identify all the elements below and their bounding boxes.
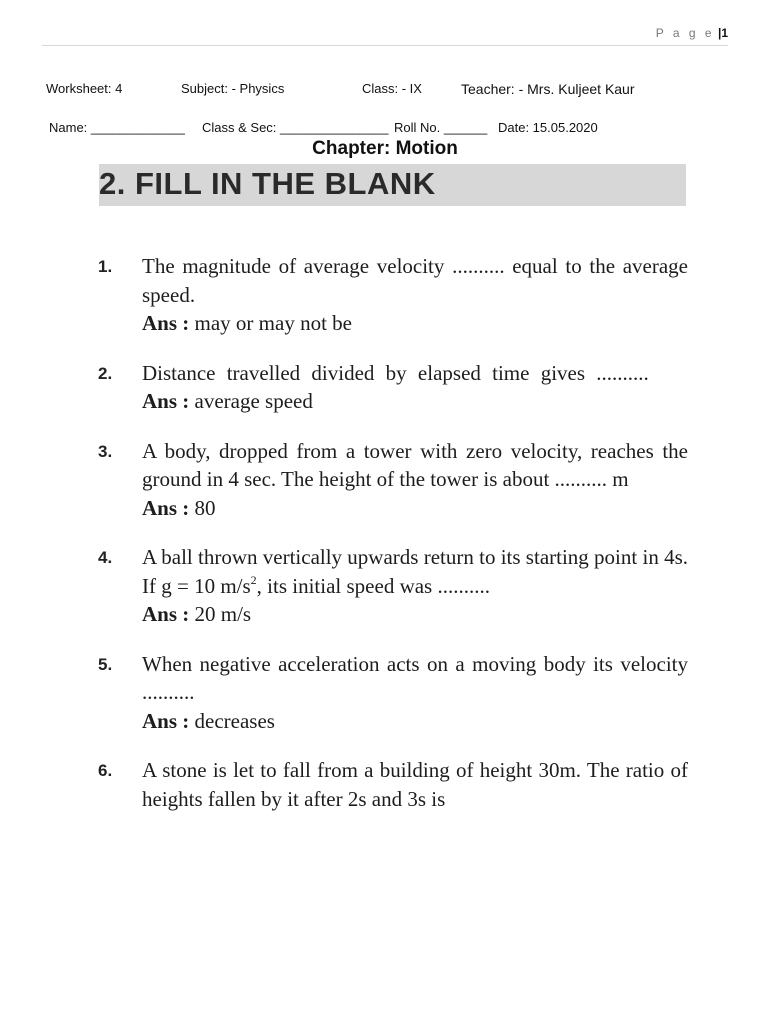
answer-label: Ans :	[142, 311, 190, 335]
answer-text: may or may not be	[194, 311, 352, 335]
question-text: A stone is let to fall from a building of height 30m. The ratio of heights fallen by it after 2s and 3s is	[142, 758, 688, 811]
question-text: A body, dropped from a tower with zero velocity, reaches the ground in 4 sec. The height of the tower is about .......... m	[142, 438, 688, 491]
question-text	[142, 543, 688, 600]
question-list	[98, 252, 688, 834]
answer	[142, 387, 688, 416]
answer-label: Ans :	[142, 495, 190, 520]
class: Class: - IX	[362, 81, 422, 96]
answer-label: Ans :	[142, 708, 190, 733]
question-item	[98, 650, 688, 736]
question-item	[98, 437, 688, 523]
question-item	[98, 543, 688, 629]
worksheet-number: Worksheet: 4	[46, 81, 123, 96]
question-text-part: , its initial speed was ..........	[256, 573, 490, 598]
page-separator: |	[717, 26, 722, 40]
page-label: P a g e	[655, 26, 715, 40]
name-field: Name: _____________	[49, 120, 185, 135]
question-item	[98, 252, 688, 338]
answer	[142, 600, 688, 629]
answer-text: average speed	[194, 389, 313, 413]
question-number: 3.	[98, 441, 113, 461]
answer-text: 20 m/s	[194, 602, 252, 626]
question-text-part: A ball thrown vertically upwards return to its starting point in 4s. If g = 10 m/s	[142, 545, 688, 598]
worksheet-info-row	[0, 81, 770, 99]
superscript: 2	[250, 572, 257, 587]
class-sec-field: Class & Sec: _______________	[202, 120, 389, 135]
section-banner	[99, 164, 686, 206]
question-item	[98, 756, 688, 813]
student-info-row	[0, 120, 770, 138]
question-number: 5.	[98, 654, 113, 674]
question-number: 1.	[98, 257, 113, 276]
question-text: When negative acceleration acts on a moving body its velocity ..........	[142, 651, 688, 704]
answer-label: Ans :	[142, 389, 190, 413]
answer-text: 80	[194, 495, 216, 520]
page-header	[656, 26, 728, 40]
page-number: 1	[721, 26, 728, 40]
answer	[142, 309, 688, 338]
header-divider	[42, 45, 728, 46]
answer	[142, 494, 688, 523]
question-number: 6.	[98, 761, 113, 780]
answer-text: decreases	[194, 708, 275, 733]
question-text: Distance travelled divided by elapsed time gives ..........	[142, 360, 649, 385]
answer	[142, 707, 688, 736]
teacher: Teacher: - Mrs. Kuljeet Kaur	[461, 81, 635, 97]
question-text: The magnitude of average velocity .......... equal to the average speed.	[142, 254, 688, 307]
question-number: 2.	[98, 363, 113, 383]
chapter-title: Chapter: Motion	[312, 138, 458, 159]
roll-no-field: Roll No. ______	[394, 120, 488, 135]
question-item	[98, 359, 688, 416]
section-title: 2. FILL IN THE BLANK	[99, 166, 436, 201]
answer-label: Ans :	[142, 602, 190, 626]
subject: Subject: - Physics	[181, 81, 285, 96]
date: Date: 15.05.2020	[498, 120, 598, 135]
question-number: 4.	[98, 548, 113, 567]
